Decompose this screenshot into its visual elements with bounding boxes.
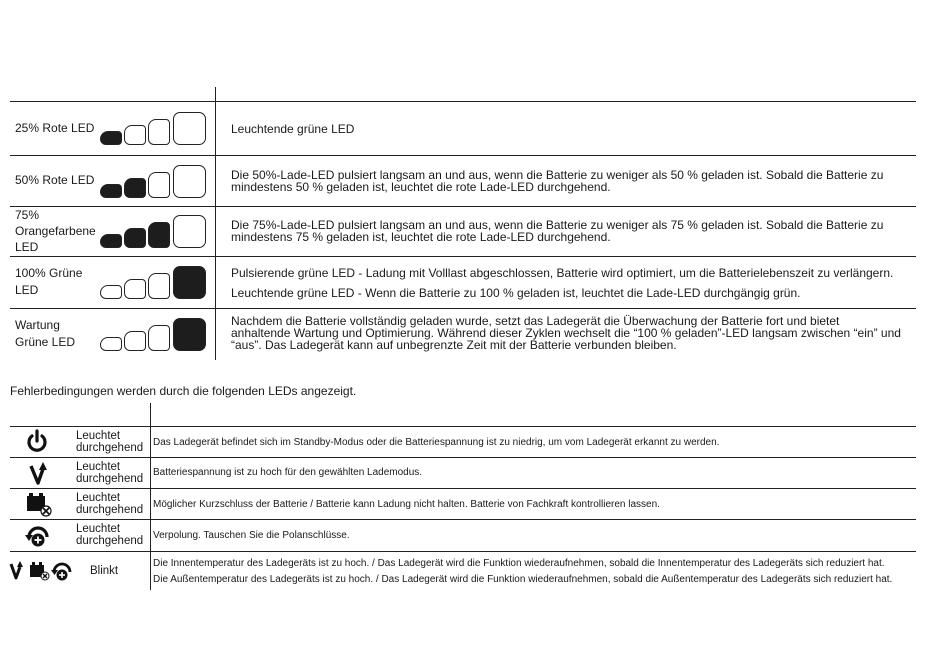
table-rule <box>10 426 916 427</box>
led-indicator-icon <box>100 164 218 198</box>
led-label: 75% Orangefarbene LED <box>15 208 96 254</box>
error-state: Leuchtet durchgehend <box>76 430 144 454</box>
table-row <box>10 102 916 155</box>
led-description: Die 50%-Lade-LED pulsiert langsam an und aus, wenn die Batterie zu weniger als 50 % geladen ist. Sobald die Batterie zu mindestens 50 % geladen ist, leuchtet die rote Lade-LED durchgehend. <box>231 168 884 194</box>
all-error-icons <box>8 559 76 587</box>
table-row <box>10 207 916 256</box>
table-rule <box>10 519 916 520</box>
led-label: 25% Rote LED <box>15 121 95 135</box>
led-label: 100% Grüne LED <box>15 266 83 297</box>
power-icon <box>10 428 74 456</box>
led-description: Pulsierende grüne LED - Ladung mit Volllast abgeschlossen, Batterie wird optimiert, um die Batterielebenszeit zu verlängern. Leuchtende grüne LED - Wenn die Batterie zu 100 % geladen ist, leuchtet die Lade-LED durchgängig grün. <box>231 266 894 300</box>
led-indicator-icon <box>100 265 218 299</box>
table-rule <box>10 488 916 489</box>
table-rule <box>10 551 916 552</box>
led-label: 50% Rote LED <box>15 173 95 187</box>
error-intro-text: Fehlerbedingungen werden durch die folgenden LEDs angezeigt. <box>10 384 357 398</box>
error-state: Leuchtet durchgehend <box>76 461 144 485</box>
led-description: Die 75%-Lade-LED pulsiert langsam an und aus, wenn die Batterie zu weniger als 75 % geladen ist. Sobald die Batterie zu mindestens 75 % geladen ist, leuchtet die rote Lade-LED durchgehend. <box>231 218 884 244</box>
error-description: Möglicher Kurzschluss der Batterie / Batterie kann Ladung nicht halten. Batterie von Fachkraft kontrollieren lassen. <box>153 499 660 510</box>
led-description: Nachdem die Batterie vollständig geladen wurde, setzt das Ladegerät die Überwachung der Batterie fort und bietet anhaltende Wartung und Optimierung. Während dieser Zyklen wechselt die “100 % geladen”-LED langsam zwischen “ein” und “aus”. Das Ladegerät kann auf unbegrenzte Zeit mit der Batterie verbunden bleiben. <box>231 314 901 352</box>
table-row <box>10 257 916 308</box>
table-row <box>10 309 916 361</box>
led-description: Leuchtende grüne LED <box>231 122 355 136</box>
table-column-divider <box>150 403 151 590</box>
led-indicator-icon <box>100 214 218 248</box>
table-row <box>10 156 916 206</box>
led-indicator-icon <box>100 111 218 145</box>
error-state: Blinkt <box>90 565 119 577</box>
error-description: Das Ladegerät befindet sich im Standby-Modus oder die Batteriespannung ist zu niedrig, um vom Ladegerät erkannt zu werden. <box>153 437 720 448</box>
error-description: Batteriespannung ist zu hoch für den gewählten Lademodus. <box>153 467 423 478</box>
overvoltage-icon <box>10 459 74 487</box>
led-label: Wartung Grüne LED <box>15 318 76 349</box>
error-description: Verpolung. Tauschen Sie die Polanschlüsse. <box>153 530 350 541</box>
error-state: Leuchtet durchgehend <box>76 492 144 516</box>
table-rule <box>10 457 916 458</box>
reverse-polarity-icon <box>10 521 74 549</box>
error-description: Die Innentemperatur des Ladegeräts ist zu hoch. / Das Ladegerät wird die Funktion wiederaufnehmen, sobald die Innentemperatur des Ladegeräts sich reduziert hat. Die Außentemperatur des Ladegeräts ist zu hoch. / Das Ladegerät wird die Funktion wiederaufnehmen, sobald die Außentemperatur des Ladegeräts sich reduziert hat. <box>153 558 893 585</box>
led-indicator-icon <box>100 317 218 351</box>
error-state: Leuchtet durchgehend <box>76 523 144 547</box>
battery-fault-icon <box>10 490 74 518</box>
